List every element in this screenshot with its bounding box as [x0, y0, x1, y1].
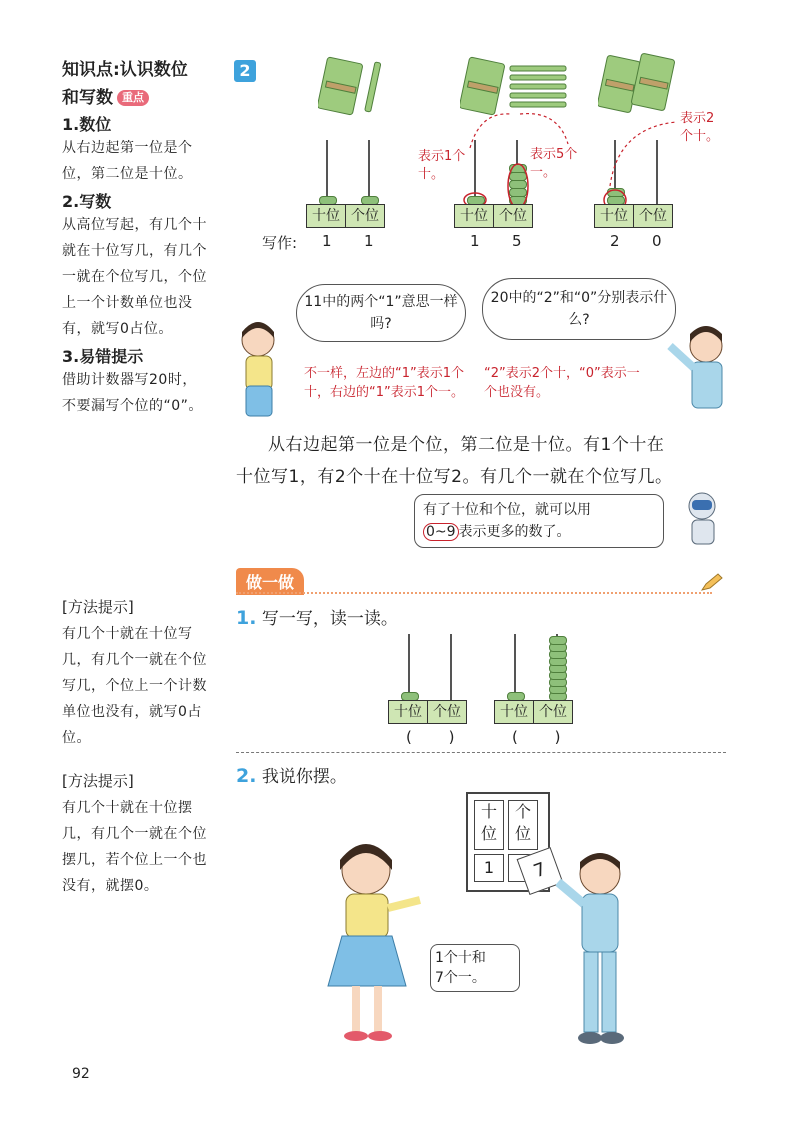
q1-abacus-a — [390, 634, 470, 700]
tip1-text: 有几个十就在十位写几，有几个一就在个位写几，个位上一个计数单位也没有，就写0占位。 — [62, 626, 207, 746]
s3-text: 借助计数器写20时，不要漏写个位的“0”。 — [62, 372, 203, 414]
dashed-arrows — [440, 108, 730, 188]
sidebar-notes — [62, 112, 210, 419]
stick-bundle-image-2 — [460, 56, 570, 116]
s1-head: 1.数位 — [62, 115, 112, 134]
ab1-tens-digit: 1 — [322, 232, 332, 250]
knowledge-point-title — [62, 56, 212, 112]
girl-question-bubble — [296, 284, 466, 342]
method-tip-1 — [62, 596, 210, 751]
label-ones: 个位 — [345, 205, 384, 227]
place-value-label-2: 十位 个位 — [454, 204, 533, 228]
boy-figure — [660, 318, 740, 418]
practice-tab: 做一做 — [236, 568, 304, 595]
boy-question: 20中的“2”和“0”分别表示什么? — [490, 290, 668, 328]
ab2-tens-digit: 1 — [470, 232, 480, 250]
write-label: 写作: — [262, 234, 298, 252]
q1-abacus-b — [496, 634, 576, 700]
q1-label-b: 十位 个位 — [494, 700, 573, 724]
kp-title-line2: 和写数 — [62, 88, 113, 108]
summary-line-1: 从右边起第一位是个位，第二位是十位。有1个十在 — [268, 435, 665, 455]
boy-answer: “2”表示2个十，“0”表示一个也没有。 — [484, 366, 640, 400]
tip2-text: 有几个十就在十位摆几，有几个一就在个位摆几，若个位上一个也没有，就摆0。 — [62, 800, 207, 894]
label-tens: 十位 — [312, 208, 340, 224]
q2-text: 我说你摆。 — [261, 767, 347, 787]
place-value-label-3: 十位 个位 — [594, 204, 673, 228]
s3-head: 3.易错提示 — [62, 347, 144, 366]
robot-icon — [678, 490, 728, 550]
stick-bundle-image-1 — [318, 56, 388, 116]
q1-answer-b[interactable]: ( ) — [512, 728, 577, 746]
ab2-ones-digit: 5 — [512, 232, 522, 250]
girl-say-1: 1个十和 — [435, 950, 486, 966]
boy-question-bubble — [482, 278, 676, 340]
ab3-tens-digit: 2 — [610, 232, 620, 250]
girl-answer: 不一样，左边的“1”表示1个十，右边的“1”表示1个一。 — [304, 366, 465, 400]
key-badge: 重点 — [117, 90, 149, 106]
note-two-tens: 表示2个十。 — [680, 111, 720, 144]
pencil-icon — [700, 572, 724, 592]
question-1 — [236, 604, 398, 629]
girl-say-2: 7个一。 — [435, 970, 486, 986]
boy-figure-2 — [556, 848, 646, 1058]
tip1-head: [方法提示] — [62, 598, 134, 616]
page-number: 92 — [72, 1066, 90, 1082]
s1-text: 从右边起第一位是个位，第二位是十位。 — [62, 140, 193, 182]
girl-speech-bubble — [430, 944, 520, 992]
tip2-head: [方法提示] — [62, 772, 134, 790]
q2-number: 2. — [236, 765, 257, 787]
summary-line-2: 十位写1，有2个十在十位写2。有几个一就在个位写几。 — [236, 467, 673, 487]
section-number: 2 — [234, 60, 256, 82]
question-2 — [236, 762, 347, 787]
robot-line-2: 表示更多的数了。 — [458, 524, 571, 540]
robot-circled-range: 0~9 — [423, 523, 459, 541]
note-five-ones: 表示5个一。 — [530, 147, 578, 180]
grid-tens-cell[interactable]: 1 — [474, 854, 504, 882]
kp-title-line1: 知识点:认识数位 — [62, 60, 188, 80]
q1-answer-a[interactable]: ( ) — [406, 728, 471, 746]
q-divider — [236, 752, 726, 753]
place-value-label-1 — [306, 204, 385, 228]
q1-text: 写一写，读一读。 — [261, 609, 398, 629]
grid-tens-header: 十位 — [474, 800, 504, 850]
girl-question: 11中的两个“1”意思一样吗? — [304, 294, 458, 332]
number-card[interactable]: 7 — [517, 847, 564, 895]
girl-figure-2 — [316, 836, 426, 1046]
ab1-ones-digit: 1 — [364, 232, 374, 250]
practice-divider — [236, 592, 712, 594]
stick-bundle-image-3 — [598, 52, 678, 116]
note-one-ten: 表示1个十。 — [418, 149, 466, 182]
robot-line-1: 有了十位和个位，就可以用 — [423, 502, 591, 518]
grid-ones-header: 个位 — [508, 800, 538, 850]
ab3-ones-digit: 0 — [652, 232, 662, 250]
s2-text: 从高位写起，有几个十就在十位写几，有几个一就在个位写几，个位上一个计数单位也没有，就写0占位。 — [62, 217, 207, 337]
robot-bubble — [414, 494, 664, 548]
method-tip-2 — [62, 770, 210, 899]
q1-number: 1. — [236, 607, 257, 629]
q1-label-a: 十位 个位 — [388, 700, 467, 724]
s2-head: 2.写数 — [62, 192, 112, 211]
abacus-11 — [308, 140, 388, 204]
girl-figure — [228, 318, 298, 418]
